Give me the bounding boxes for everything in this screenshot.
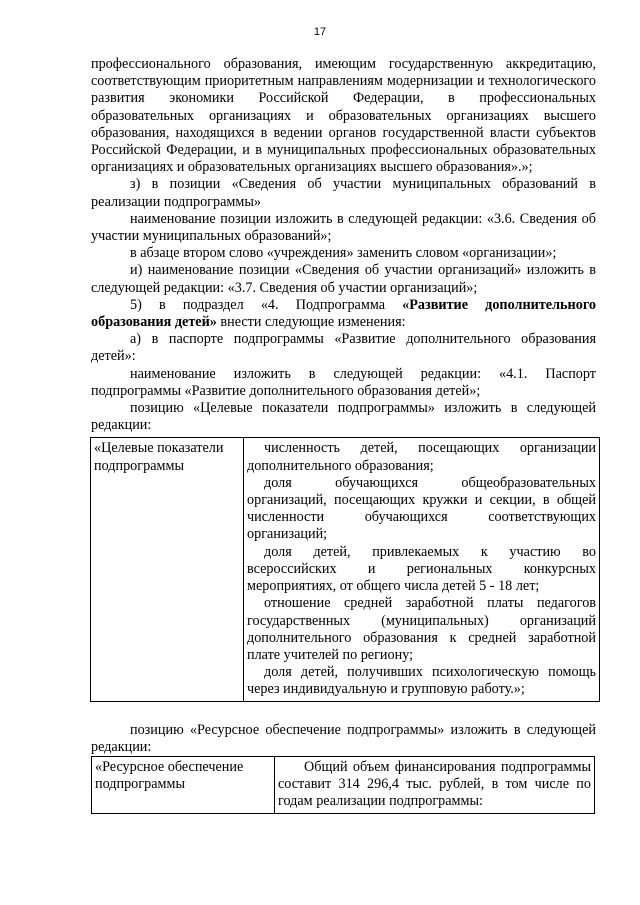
paragraph-6-start: 5) в подраздел «4. Подпрограмма xyxy=(130,296,403,313)
page-number: 17 xyxy=(313,26,327,38)
table-content-cell xyxy=(275,756,595,813)
table-row xyxy=(91,438,600,701)
indicator-item: доля детей, получивших психологическую помощь через индивидуальную и групповую работу.»; xyxy=(247,664,596,698)
table-content-cell xyxy=(244,438,600,701)
paragraph-2: з) в позиции «Сведения об участии муниципальных образований в реализации подпрограммы» xyxy=(91,176,596,210)
subprogram-title-bold: «Развитие дополнительного образования детей» xyxy=(91,296,596,331)
indicator-item: численность детей, посещающих организации дополнительного образования; xyxy=(247,440,596,474)
paragraph-5: и) наименование позиции «Сведения об участии организаций» изложить в следующей редакции: «3.7. Сведения об участии организаций»; xyxy=(91,262,596,296)
paragraph-6-end: внести следующие изменения: xyxy=(216,314,406,331)
table-label-cell: «Ресурсное обеспечение подпрограммы xyxy=(92,756,275,813)
paragraph-10: позицию «Ресурсное обеспечение подпрограммы» изложить в следующей редакции: xyxy=(91,721,596,755)
paragraph-4: в абзаце втором слово «учреждения» заменить словом «организации»; xyxy=(130,245,557,262)
paragraph-8: наименование изложить в следующей редакции: «4.1. Паспорт подпрограммы «Развитие дополнительного образования детей»; xyxy=(91,365,596,399)
paragraph-6 xyxy=(91,297,596,331)
paragraph-1: профессионального образования, имеющим государственную аккредитацию, соответствующим приоритетным направлениям модернизации и технологического развития экономики Российской Федерации, в профессиональных образовательных организациях и образовательных организациях высшего образования, находящихся в ведении органов государственной власти субъектов Российской Федерации, и в муниципальных профессиональных образовательных организациях и образовательных организациях высшего образования».»; xyxy=(91,56,596,176)
target-indicators-table xyxy=(90,437,600,701)
paragraph-9: позицию «Целевые показатели подпрограммы» изложить в следующей редакции: xyxy=(91,400,596,434)
indicator-item: доля детей, привлекаемых к участию во всероссийских и региональных конкурсных мероприятиях, от общего числа детей 5 - 18 лет; xyxy=(247,543,596,595)
indicator-item: доля обучающихся общеобразовательных организаций, посещающих кружки и секции, в общей численности обучающихся соответствующих организаций; xyxy=(247,474,596,543)
paragraph-3: наименование позиции изложить в следующей редакции: «3.6. Сведения об участии муниципальных образований»; xyxy=(91,210,596,245)
resource-provision-table xyxy=(91,756,595,814)
table-label-cell: «Целевые показатели подпрограммы xyxy=(91,438,244,701)
indicator-item: отношение средней заработной платы педагогов государственных (муниципальных) организаций дополнительного образования к средней заработной плате учителей по региону; xyxy=(247,595,596,663)
table-row xyxy=(92,756,595,813)
document-body xyxy=(91,56,596,814)
paragraph-7: а) в паспорте подпрограммы «Развитие дополнительного образования детей»: xyxy=(91,331,596,365)
funding-text: Общий объем финансирования подпрограммы составит 314 296,4 тыс. рублей, в том числе по годам реализации подпрограммы: xyxy=(278,758,591,810)
